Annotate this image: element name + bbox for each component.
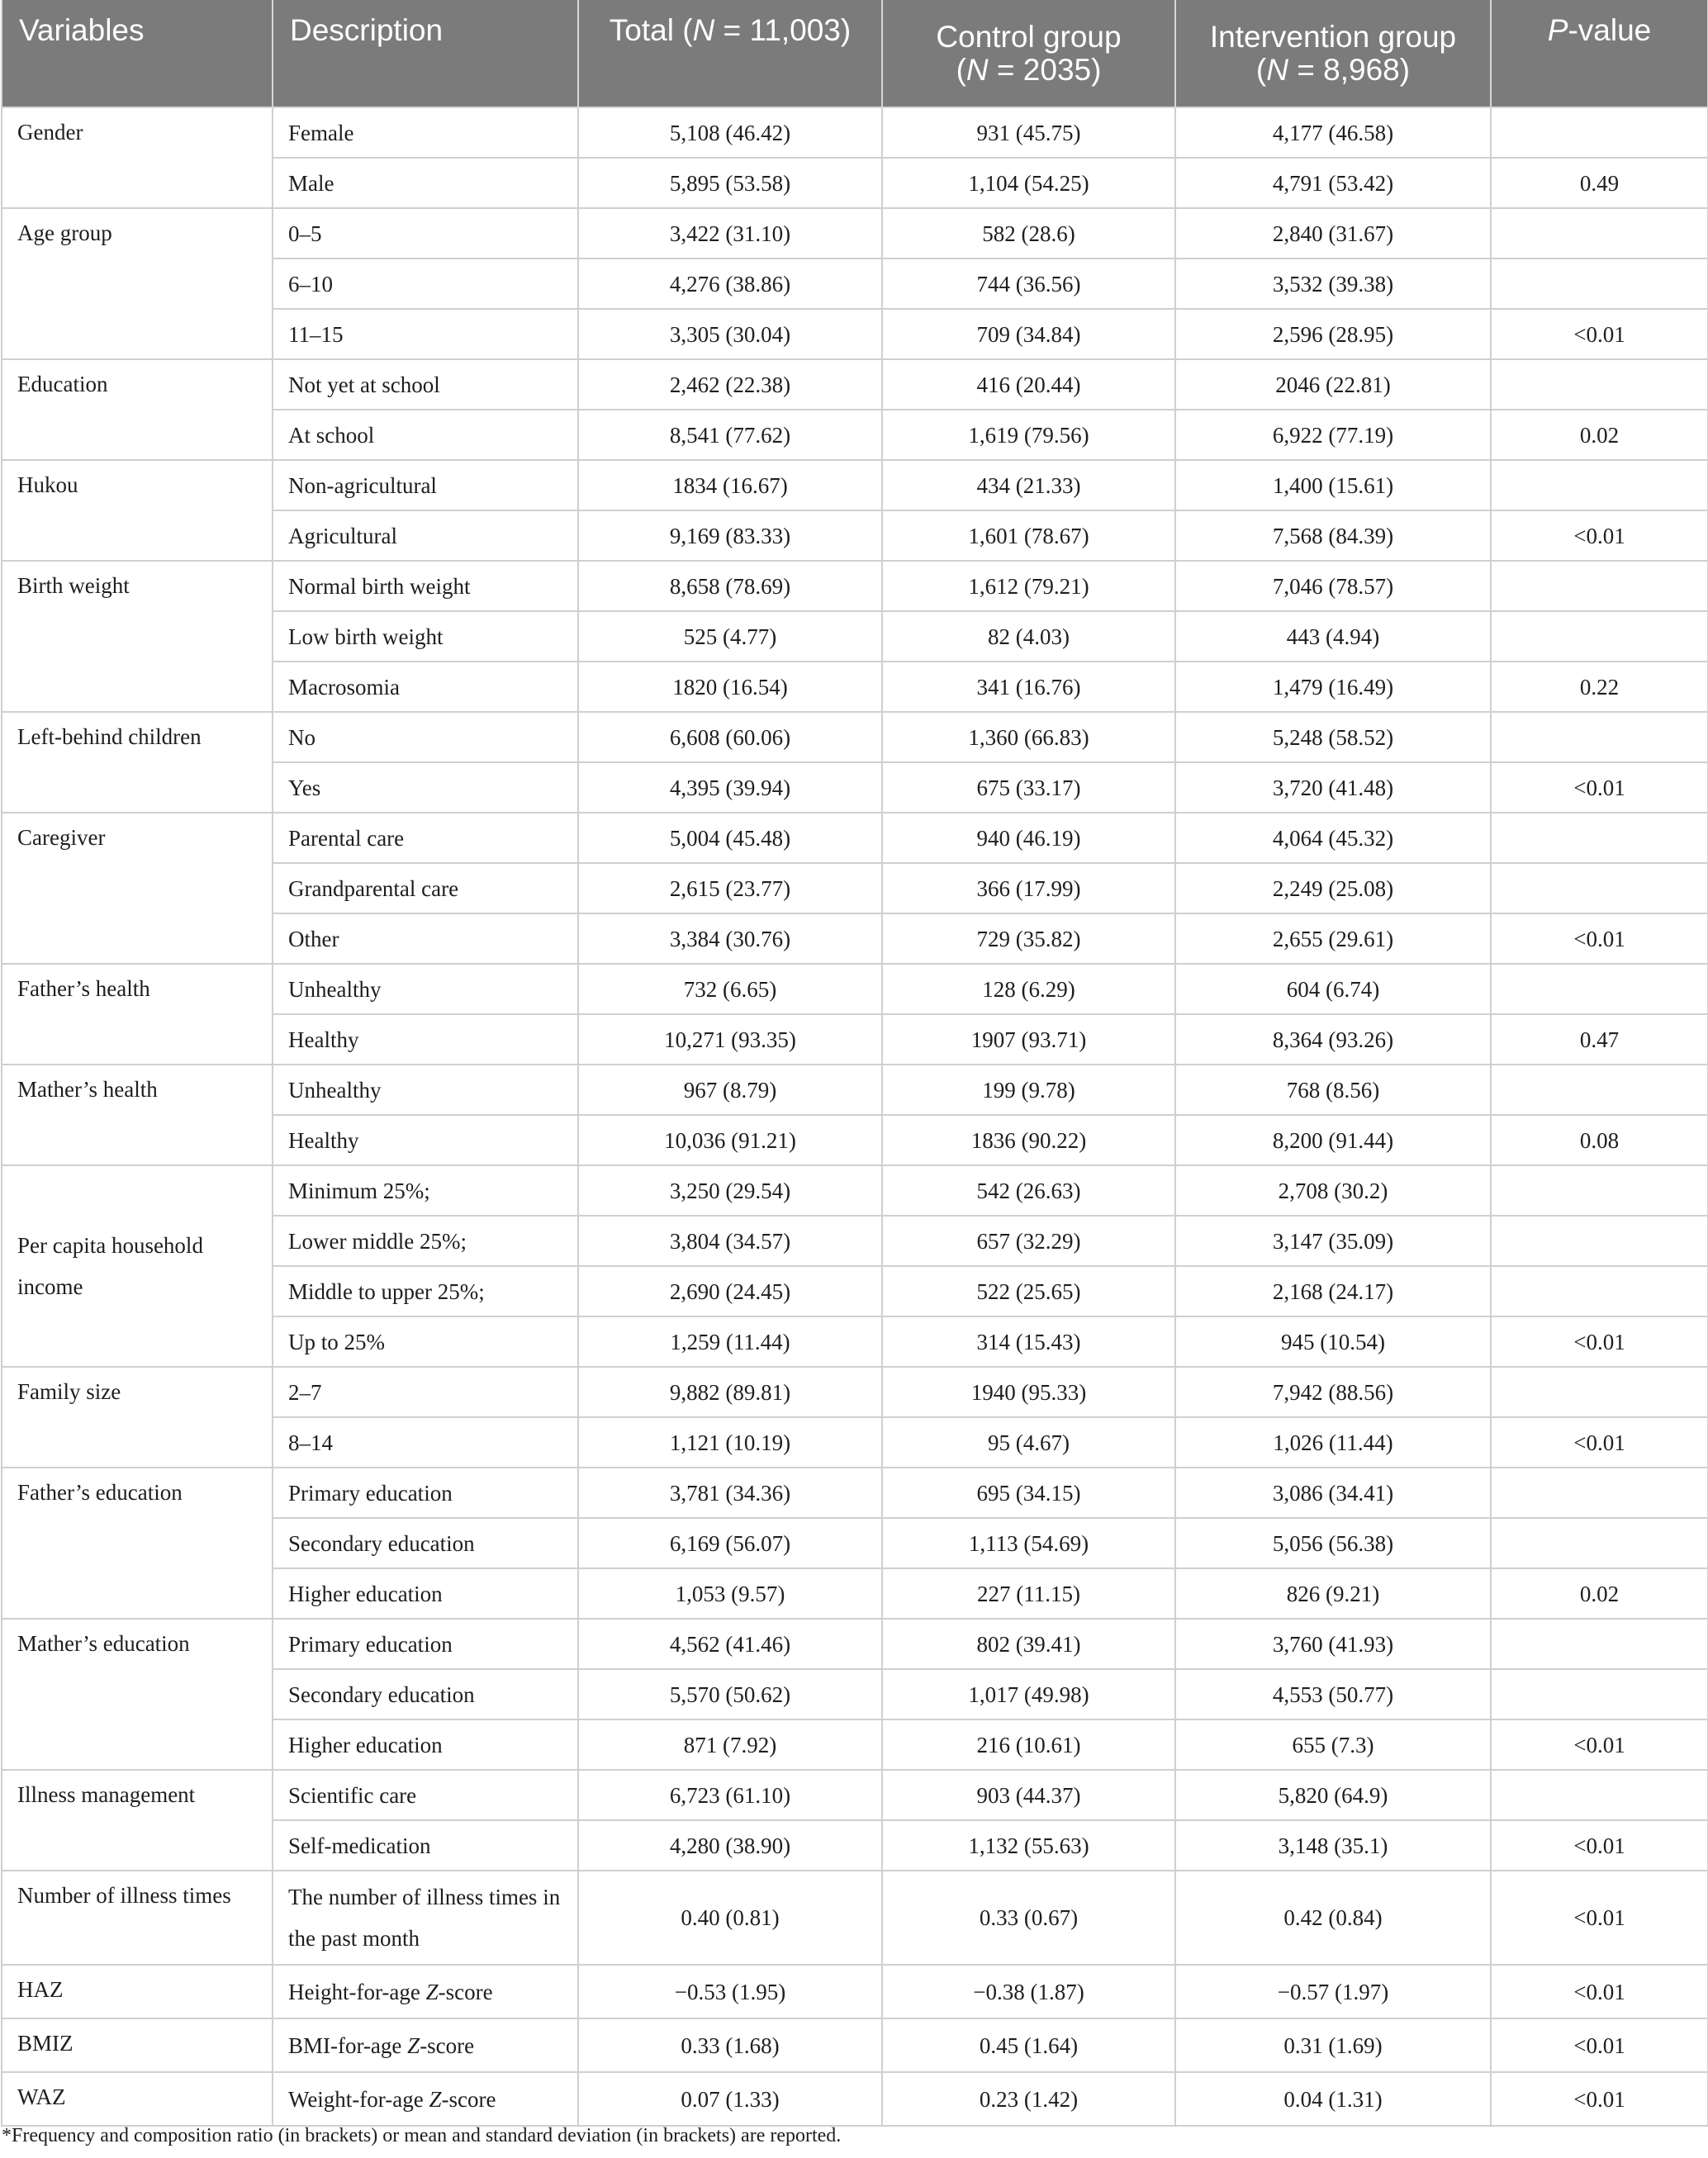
total-cell: 3,250 (29.54)	[578, 1165, 882, 1216]
p-value-cell: <0.01	[1491, 2018, 1708, 2072]
description-cell: Higher education	[273, 1719, 578, 1770]
p-value-cell	[1491, 1216, 1708, 1266]
p-value-cell	[1491, 1165, 1708, 1216]
total-cell: 3,804 (34.57)	[578, 1216, 882, 1266]
table-row	[2, 1619, 1708, 1669]
variable-cell: Family size	[2, 1367, 273, 1468]
table-body	[2, 107, 1708, 2126]
header-intervention-prefix: (	[1255, 52, 1267, 87]
control-cell: 82 (4.03)	[882, 611, 1175, 662]
description-cell: Primary education	[273, 1468, 578, 1518]
control-cell: 1,601 (78.67)	[882, 510, 1175, 561]
intervention-cell: 7,568 (84.39)	[1175, 510, 1491, 561]
control-cell: 314 (15.43)	[882, 1316, 1175, 1367]
intervention-cell: 3,720 (41.48)	[1175, 762, 1491, 813]
p-value-cell	[1491, 863, 1708, 913]
control-cell: 1,104 (54.25)	[882, 158, 1175, 208]
control-cell: 931 (45.75)	[882, 107, 1175, 158]
description-cell: Lower middle 25%;	[273, 1216, 578, 1266]
control-cell: −0.38 (1.87)	[882, 1965, 1175, 2018]
p-value-cell	[1491, 964, 1708, 1014]
total-cell: 967 (8.79)	[578, 1065, 882, 1115]
header-p-value	[1491, 0, 1708, 107]
variable-cell: Age group	[2, 208, 273, 359]
description-cell: Healthy	[273, 1115, 578, 1165]
control-cell: 802 (39.41)	[882, 1619, 1175, 1669]
description-cell: Higher education	[273, 1568, 578, 1619]
variable-cell: HAZ	[2, 1965, 273, 2018]
total-cell: 1,053 (9.57)	[578, 1568, 882, 1619]
description-cell: Minimum 25%;	[273, 1165, 578, 1216]
total-cell: 732 (6.65)	[578, 964, 882, 1014]
description-cell: Not yet at school	[273, 359, 578, 410]
description-suffix: -score	[420, 2032, 475, 2058]
total-cell: 5,895 (53.58)	[578, 158, 882, 208]
control-cell: 1,113 (54.69)	[882, 1518, 1175, 1568]
header-p-suffix: -value	[1568, 13, 1652, 47]
total-cell: 3,781 (34.36)	[578, 1468, 882, 1518]
description-italic: Z	[429, 2086, 442, 2112]
intervention-cell: 8,364 (93.26)	[1175, 1014, 1491, 1065]
control-cell: 1,017 (49.98)	[882, 1669, 1175, 1719]
control-cell: 1,619 (79.56)	[882, 410, 1175, 460]
p-value-cell	[1491, 1518, 1708, 1568]
total-cell: 2,690 (24.45)	[578, 1266, 882, 1316]
intervention-cell: 5,056 (56.38)	[1175, 1518, 1491, 1568]
description-cell: No	[273, 712, 578, 762]
p-value-cell: 0.08	[1491, 1115, 1708, 1165]
total-cell: 5,108 (46.42)	[578, 107, 882, 158]
p-value-cell	[1491, 611, 1708, 662]
p-value-cell: <0.01	[1491, 309, 1708, 359]
control-cell: 216 (10.61)	[882, 1719, 1175, 1770]
header-intervention-suffix: = 8,968)	[1288, 52, 1411, 87]
description-cell: 11–15	[273, 309, 578, 359]
p-value-cell	[1491, 359, 1708, 410]
intervention-cell: 2,708 (30.2)	[1175, 1165, 1491, 1216]
description-cell	[273, 2072, 578, 2126]
intervention-cell: 1,479 (16.49)	[1175, 662, 1491, 712]
intervention-cell: 443 (4.94)	[1175, 611, 1491, 662]
control-cell: 128 (6.29)	[882, 964, 1175, 1014]
header-variables: Variables	[2, 0, 273, 107]
control-cell: 657 (32.29)	[882, 1216, 1175, 1266]
control-cell: 1940 (95.33)	[882, 1367, 1175, 1417]
control-cell: 341 (16.76)	[882, 662, 1175, 712]
table-footnote: *Frequency and composition ratio (in brackets) or mean and standard deviation (in brackets) are reported.	[2, 2125, 842, 2146]
total-cell: 3,305 (30.04)	[578, 309, 882, 359]
description-cell: 2–7	[273, 1367, 578, 1417]
total-cell: 6,608 (60.06)	[578, 712, 882, 762]
description-cell: Unhealthy	[273, 964, 578, 1014]
total-cell: 3,422 (31.10)	[578, 208, 882, 258]
p-value-cell	[1491, 208, 1708, 258]
control-cell: 695 (34.15)	[882, 1468, 1175, 1518]
description-cell: Low birth weight	[273, 611, 578, 662]
description-cell: Middle to upper 25%;	[273, 1266, 578, 1316]
variable-cell: Mather’s education	[2, 1619, 273, 1770]
description-cell: Healthy	[273, 1014, 578, 1065]
table-row	[2, 1065, 1708, 1115]
table-row	[2, 1165, 1708, 1216]
table-row	[2, 712, 1708, 762]
intervention-cell: 3,760 (41.93)	[1175, 1619, 1491, 1669]
total-cell: 9,882 (89.81)	[578, 1367, 882, 1417]
total-cell: 8,541 (77.62)	[578, 410, 882, 460]
total-cell: 10,271 (93.35)	[578, 1014, 882, 1065]
baseline-characteristics-table	[1, 0, 1708, 2127]
intervention-cell: 1,026 (11.44)	[1175, 1417, 1491, 1468]
variable-cell: Per capita household income	[2, 1165, 273, 1367]
variable-cell: Left-behind children	[2, 712, 273, 813]
intervention-cell: 3,086 (34.41)	[1175, 1468, 1491, 1518]
control-cell: 744 (36.56)	[882, 258, 1175, 309]
p-value-cell: 0.22	[1491, 662, 1708, 712]
description-cell: Primary education	[273, 1619, 578, 1669]
p-value-cell	[1491, 1065, 1708, 1115]
description-text: Height-for-age	[288, 1979, 426, 2004]
p-value-cell: <0.01	[1491, 2072, 1708, 2126]
intervention-cell: 0.04 (1.31)	[1175, 2072, 1491, 2126]
variable-cell: Father’s health	[2, 964, 273, 1065]
header-intervention	[1175, 0, 1491, 107]
intervention-cell: 4,177 (46.58)	[1175, 107, 1491, 158]
p-value-cell	[1491, 258, 1708, 309]
p-value-cell	[1491, 107, 1708, 158]
intervention-cell: 1,400 (15.61)	[1175, 460, 1491, 510]
description-text: BMI-for-age	[288, 2032, 408, 2058]
variable-cell: Father’s education	[2, 1468, 273, 1619]
intervention-cell: 8,200 (91.44)	[1175, 1115, 1491, 1165]
variable-cell: Illness management	[2, 1770, 273, 1871]
variable-cell: Mather’s health	[2, 1065, 273, 1165]
p-value-cell: <0.01	[1491, 762, 1708, 813]
intervention-cell: 2046 (22.81)	[1175, 359, 1491, 410]
total-cell: 2,615 (23.77)	[578, 863, 882, 913]
description-cell: The number of illness times in the past month	[273, 1871, 578, 1965]
intervention-cell: 2,596 (28.95)	[1175, 309, 1491, 359]
control-cell: 0.23 (1.42)	[882, 2072, 1175, 2126]
control-cell: 1907 (93.71)	[882, 1014, 1175, 1065]
table-row	[2, 2072, 1708, 2126]
total-cell: 4,276 (38.86)	[578, 258, 882, 309]
total-cell: 2,462 (22.38)	[578, 359, 882, 410]
table-row	[2, 107, 1708, 158]
description-cell: Scientific care	[273, 1770, 578, 1820]
header-control-line1: Control group	[936, 19, 1122, 54]
total-cell: 525 (4.77)	[578, 611, 882, 662]
table-row	[2, 359, 1708, 410]
description-cell: Yes	[273, 762, 578, 813]
control-cell: 366 (17.99)	[882, 863, 1175, 913]
description-text: Weight-for-age	[288, 2086, 429, 2112]
description-cell: Other	[273, 913, 578, 964]
p-value-cell: 0.02	[1491, 1568, 1708, 1619]
table-row	[2, 964, 1708, 1014]
control-cell: 199 (9.78)	[882, 1065, 1175, 1115]
control-cell: 0.33 (0.67)	[882, 1871, 1175, 1965]
description-cell: 6–10	[273, 258, 578, 309]
total-cell: 1820 (16.54)	[578, 662, 882, 712]
p-value-cell	[1491, 712, 1708, 762]
intervention-cell: 2,840 (31.67)	[1175, 208, 1491, 258]
total-cell: 0.07 (1.33)	[578, 2072, 882, 2126]
p-value-cell	[1491, 1367, 1708, 1417]
description-cell: Non-agricultural	[273, 460, 578, 510]
intervention-cell: 6,922 (77.19)	[1175, 410, 1491, 460]
intervention-cell: 2,655 (29.61)	[1175, 913, 1491, 964]
total-cell: 9,169 (83.33)	[578, 510, 882, 561]
table-row	[2, 2018, 1708, 2072]
total-cell: 1834 (16.67)	[578, 460, 882, 510]
description-cell: Self-medication	[273, 1820, 578, 1871]
control-cell: 95 (4.67)	[882, 1417, 1175, 1468]
total-cell: 8,658 (78.69)	[578, 561, 882, 611]
intervention-cell: 826 (9.21)	[1175, 1568, 1491, 1619]
p-value-cell	[1491, 1266, 1708, 1316]
header-p-letter: P	[1547, 13, 1568, 47]
p-value-cell	[1491, 1770, 1708, 1820]
variable-cell: Number of illness times	[2, 1871, 273, 1965]
p-value-cell	[1491, 1619, 1708, 1669]
total-cell: 4,562 (41.46)	[578, 1619, 882, 1669]
description-cell: 8–14	[273, 1417, 578, 1468]
intervention-cell: 5,820 (64.9)	[1175, 1770, 1491, 1820]
description-italic: Z	[425, 1979, 439, 2004]
table-row	[2, 460, 1708, 510]
total-cell: 4,280 (38.90)	[578, 1820, 882, 1871]
p-value-cell	[1491, 460, 1708, 510]
p-value-cell	[1491, 1468, 1708, 1518]
p-value-cell: <0.01	[1491, 1965, 1708, 2018]
description-cell: Female	[273, 107, 578, 158]
header-intervention-n: N	[1266, 52, 1288, 87]
description-cell: Normal birth weight	[273, 561, 578, 611]
intervention-cell: 768 (8.56)	[1175, 1065, 1491, 1115]
description-cell: At school	[273, 410, 578, 460]
control-cell: 416 (20.44)	[882, 359, 1175, 410]
variable-cell: Gender	[2, 107, 273, 208]
intervention-cell: 3,148 (35.1)	[1175, 1820, 1491, 1871]
intervention-cell: 604 (6.74)	[1175, 964, 1491, 1014]
total-cell: 5,004 (45.48)	[578, 813, 882, 863]
header-total-prefix: Total (	[609, 13, 693, 47]
table-row	[2, 1965, 1708, 2018]
p-value-cell	[1491, 1669, 1708, 1719]
variable-cell: Caregiver	[2, 813, 273, 964]
intervention-cell: 2,249 (25.08)	[1175, 863, 1491, 913]
p-value-cell: <0.01	[1491, 1316, 1708, 1367]
intervention-cell: 0.31 (1.69)	[1175, 2018, 1491, 2072]
control-cell: 0.45 (1.64)	[882, 2018, 1175, 2072]
p-value-cell: 0.02	[1491, 410, 1708, 460]
intervention-cell: 4,791 (53.42)	[1175, 158, 1491, 208]
intervention-cell: 3,147 (35.09)	[1175, 1216, 1491, 1266]
intervention-cell: 7,046 (78.57)	[1175, 561, 1491, 611]
control-cell: 903 (44.37)	[882, 1770, 1175, 1820]
table-row	[2, 1468, 1708, 1518]
header-total-n: N	[692, 13, 715, 47]
header-description: Description	[273, 0, 578, 107]
total-cell: 10,036 (91.21)	[578, 1115, 882, 1165]
control-cell: 1,132 (55.63)	[882, 1820, 1175, 1871]
description-cell: Unhealthy	[273, 1065, 578, 1115]
total-cell: 1,259 (11.44)	[578, 1316, 882, 1367]
control-cell: 1,360 (66.83)	[882, 712, 1175, 762]
description-cell: Male	[273, 158, 578, 208]
intervention-cell: 0.42 (0.84)	[1175, 1871, 1491, 1965]
intervention-cell: 4,064 (45.32)	[1175, 813, 1491, 863]
control-cell: 709 (34.84)	[882, 309, 1175, 359]
control-cell: 522 (25.65)	[882, 1266, 1175, 1316]
header-intervention-line1: Intervention group	[1209, 19, 1457, 54]
p-value-cell: <0.01	[1491, 510, 1708, 561]
table-row	[2, 561, 1708, 611]
intervention-cell: 3,532 (39.38)	[1175, 258, 1491, 309]
total-cell: 1,121 (10.19)	[578, 1417, 882, 1468]
control-cell: 1,612 (79.21)	[882, 561, 1175, 611]
variable-cell: Birth weight	[2, 561, 273, 712]
description-cell: Parental care	[273, 813, 578, 863]
intervention-cell: 4,553 (50.77)	[1175, 1669, 1491, 1719]
control-cell: 542 (26.63)	[882, 1165, 1175, 1216]
description-cell: Up to 25%	[273, 1316, 578, 1367]
description-cell: 0–5	[273, 208, 578, 258]
p-value-cell	[1491, 561, 1708, 611]
description-suffix: -score	[441, 2086, 496, 2112]
table-header	[2, 0, 1708, 107]
total-cell: 4,395 (39.94)	[578, 762, 882, 813]
total-cell: −0.53 (1.95)	[578, 1965, 882, 2018]
variable-cell: Education	[2, 359, 273, 460]
p-value-cell: <0.01	[1491, 1719, 1708, 1770]
total-cell: 6,723 (61.10)	[578, 1770, 882, 1820]
intervention-cell: 655 (7.3)	[1175, 1719, 1491, 1770]
header-row	[2, 0, 1708, 107]
description-italic: Z	[407, 2032, 420, 2058]
table-row	[2, 1367, 1708, 1417]
control-cell: 729 (35.82)	[882, 913, 1175, 964]
description-cell	[273, 1965, 578, 2018]
description-cell: Secondary education	[273, 1518, 578, 1568]
intervention-cell: 945 (10.54)	[1175, 1316, 1491, 1367]
total-cell: 871 (7.92)	[578, 1719, 882, 1770]
variable-cell: BMIZ	[2, 2018, 273, 2072]
control-cell: 227 (11.15)	[882, 1568, 1175, 1619]
description-suffix: -score	[438, 1979, 493, 2004]
variable-cell: Hukou	[2, 460, 273, 561]
control-cell: 675 (33.17)	[882, 762, 1175, 813]
p-value-cell: 0.47	[1491, 1014, 1708, 1065]
description-cell: Agricultural	[273, 510, 578, 561]
table-row	[2, 208, 1708, 258]
intervention-cell: −0.57 (1.97)	[1175, 1965, 1491, 2018]
header-total	[578, 0, 882, 107]
p-value-cell: 0.49	[1491, 158, 1708, 208]
control-cell: 434 (21.33)	[882, 460, 1175, 510]
table-row	[2, 1871, 1708, 1965]
p-value-cell: <0.01	[1491, 913, 1708, 964]
description-cell: Grandparental care	[273, 863, 578, 913]
p-value-cell: <0.01	[1491, 1820, 1708, 1871]
description-cell: Secondary education	[273, 1669, 578, 1719]
header-total-suffix: = 11,003)	[714, 13, 852, 47]
intervention-cell: 5,248 (58.52)	[1175, 712, 1491, 762]
total-cell: 0.33 (1.68)	[578, 2018, 882, 2072]
header-control-suffix: = 2035)	[988, 52, 1102, 87]
total-cell: 6,169 (56.07)	[578, 1518, 882, 1568]
table-row	[2, 813, 1708, 863]
control-cell: 1836 (90.22)	[882, 1115, 1175, 1165]
header-control-prefix: (	[956, 52, 966, 87]
header-control-n: N	[965, 52, 989, 87]
control-cell: 582 (28.6)	[882, 208, 1175, 258]
control-cell: 940 (46.19)	[882, 813, 1175, 863]
variable-cell: WAZ	[2, 2072, 273, 2126]
total-cell: 3,384 (30.76)	[578, 913, 882, 964]
intervention-cell: 7,942 (88.56)	[1175, 1367, 1491, 1417]
description-cell: Macrosomia	[273, 662, 578, 712]
total-cell: 5,570 (50.62)	[578, 1669, 882, 1719]
p-value-cell: <0.01	[1491, 1417, 1708, 1468]
intervention-cell: 2,168 (24.17)	[1175, 1266, 1491, 1316]
table-row	[2, 1770, 1708, 1820]
p-value-cell: <0.01	[1491, 1871, 1708, 1965]
description-cell	[273, 2018, 578, 2072]
header-control	[882, 0, 1175, 107]
p-value-cell	[1491, 813, 1708, 863]
total-cell: 0.40 (0.81)	[578, 1871, 882, 1965]
